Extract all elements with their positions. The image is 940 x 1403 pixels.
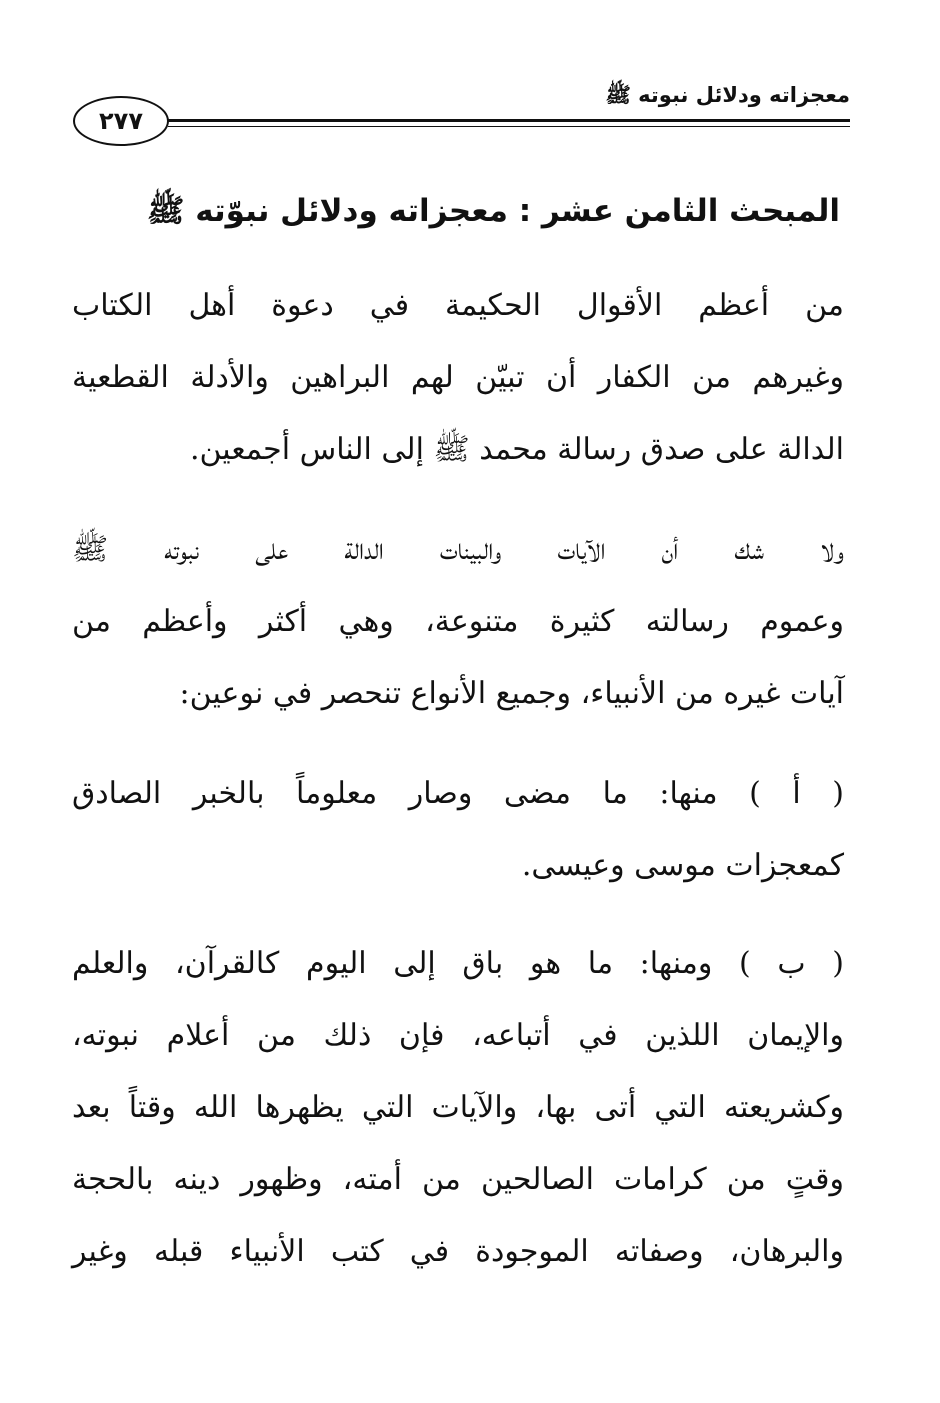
header-rule (168, 119, 850, 122)
paragraph-4 (72, 928, 844, 1288)
running-header-title: معجزاته ودلائل نبوته ﷺ (605, 83, 850, 107)
text-line: ولا شك أن الآيات والبينات الدالة على نبوته ﷺ (72, 532, 844, 567)
text-line: ( أ ) منها: ما مضى وصار معلوماً بالخبر الصادق (72, 776, 844, 811)
section-heading: المبحث الثامن عشر : معجزاته ودلائل نبوّته ﷺ (146, 193, 840, 229)
text-line: وقتٍ من كرامات الصالحين من أمته، وظهور دينه بالحجة (72, 1162, 844, 1197)
text-line: والإيمان اللذين في أتباعه، فإن ذلك من أعلام نبوته، (72, 1018, 844, 1053)
paragraph-2 (72, 514, 844, 730)
text-line: الدالة على صدق رسالة محمد ﷺ إلى الناس أجمعين. (189, 432, 844, 467)
page-number: ٢٧٧ (73, 96, 169, 146)
header-rule-thin (168, 126, 850, 127)
text-line: ( ب ) ومنها: ما هو باق إلى اليوم كالقرآن، والعلم (72, 946, 844, 981)
text-line: كمعجزات موسى وعيسى. (521, 848, 844, 883)
text-line: وغيرهم من الكفار أن تبيّن لهم البراهين والأدلة القطعية (72, 360, 844, 395)
text-line: وكشريعته التي أتى بها، والآيات التي يظهرها الله وقتاً بعد (72, 1090, 844, 1125)
text-line: من أعظم الأقوال الحكيمة في دعوة أهل الكتاب (72, 288, 844, 323)
text-line: وعموم رسالته كثيرة متنوعة، وهي أكثر وأعظم من (72, 604, 844, 639)
text-line: آيات غيره من الأنبياء، وجميع الأنواع تنحصر في نوعين: (179, 676, 844, 711)
paragraph-3 (72, 758, 844, 902)
text-line: والبرهان، وصفاته الموجودة في كتب الأنبياء قبله وغير (72, 1234, 844, 1269)
paragraph-1 (72, 270, 844, 486)
